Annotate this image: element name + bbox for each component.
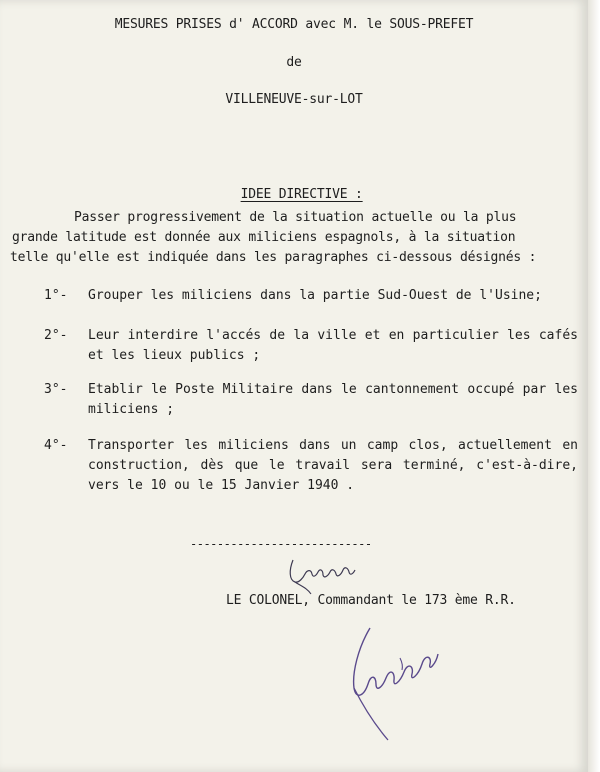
signature-large [340, 618, 450, 748]
intro-line-2: grande latitude est donnée aux miliciens espagnols, à la situation [12, 230, 516, 245]
header-location: VILLENEUVE-sur-LOT [225, 92, 363, 107]
header-title: MESURES PRISES d' ACCORD avec M. le SOUS-PREFET [114, 17, 474, 32]
item-number-3: 3°- [44, 382, 68, 397]
intro-line-3: telle qu'elle est indiquée dans les paragraphes ci-dessous désignés : [10, 250, 537, 265]
page-edge [588, 0, 600, 772]
header-de: de [286, 55, 302, 70]
item-text-4: Transporter les miliciens dans un camp clos, actuellement en construction, dès que le travail sera terminé, c'est-à-dire, vers le 10 ou le 15 Janvier 1940 . [88, 438, 578, 493]
directive-title-text: IDEE DIRECTIVE : [240, 187, 363, 202]
signature-line: LE COLONEL, Commandant le 173 ème R.R. [226, 593, 516, 608]
item-text-3: Etablir le Poste Militaire dans le cantonnement occupé par les miliciens ; [88, 382, 578, 417]
item-text-1: Grouper les miliciens dans la partie Sud-Ouest de l'Usine; [88, 288, 542, 303]
separator-line: --------------------------- [190, 537, 372, 551]
signature-small [285, 552, 360, 597]
item-number-1: 1°- [44, 288, 68, 303]
item-number-4: 4°- [44, 438, 68, 453]
item-text-2: Leur interdire l'accés de la ville et en particulier les cafés et les lieux publics ; [88, 328, 578, 363]
directive-title [0, 171, 588, 203]
item-number-2: 2°- [44, 328, 68, 343]
intro-line-1: Passer progressivement de la situation actuelle ou la plus [74, 210, 517, 225]
